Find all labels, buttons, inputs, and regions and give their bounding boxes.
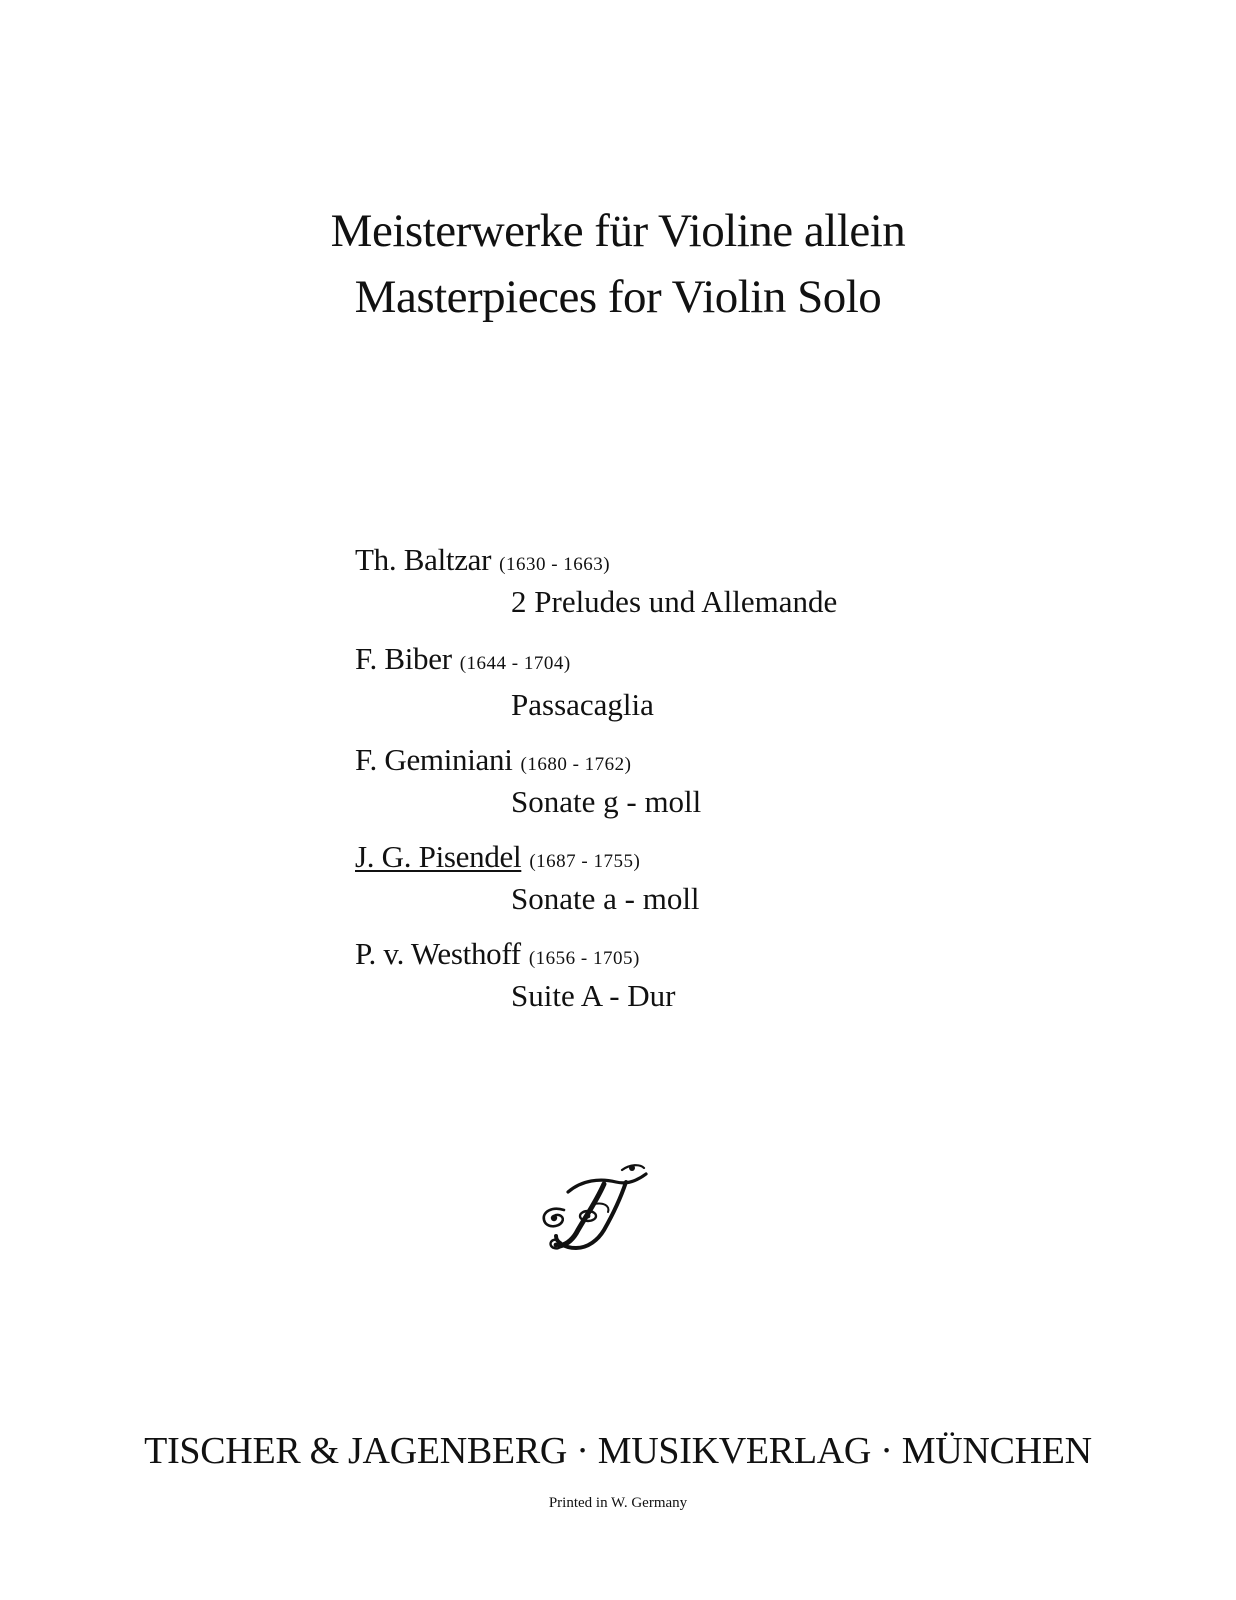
composer-name: P. v. Westhoff bbox=[355, 936, 521, 971]
publisher-name: TISCHER & JAGENBERG · MUSIKVERLAG · MÜNCHEN bbox=[144, 1430, 1092, 1472]
composer-dates: (1644 - 1704) bbox=[459, 653, 571, 674]
tj-monogram-icon bbox=[534, 1158, 659, 1254]
title-german: Meisterwerke für Violine allein bbox=[330, 205, 906, 257]
work-geminiani: Sonate g - moll bbox=[511, 784, 702, 819]
composer-westhoff bbox=[355, 938, 640, 969]
composer-name: Th. Baltzar bbox=[355, 542, 492, 577]
composer-dates: (1687 - 1755) bbox=[529, 851, 641, 872]
printed-note: Printed in W. Germany bbox=[548, 1495, 688, 1511]
composer-dates: (1630 - 1663) bbox=[499, 554, 611, 575]
work-baltzar: 2 Preludes und Allemande bbox=[511, 584, 838, 619]
composer-baltzar bbox=[355, 544, 610, 575]
work-westhoff: Suite A - Dur bbox=[511, 978, 676, 1013]
title-english: Masterpieces for Violin Solo bbox=[354, 271, 882, 323]
composer-name: F. Geminiani bbox=[355, 742, 513, 777]
composer-biber bbox=[355, 643, 571, 674]
composer-dates: (1680 - 1762) bbox=[520, 754, 632, 775]
composer-geminiani bbox=[355, 744, 632, 775]
composer-dates: (1656 - 1705) bbox=[528, 948, 640, 969]
composer-name: J. G. Pisendel bbox=[355, 839, 522, 874]
composer-name: F. Biber bbox=[355, 641, 452, 676]
work-biber: Passacaglia bbox=[511, 687, 654, 722]
work-pisendel: Sonate a - moll bbox=[511, 881, 700, 916]
composer-pisendel bbox=[355, 841, 640, 872]
